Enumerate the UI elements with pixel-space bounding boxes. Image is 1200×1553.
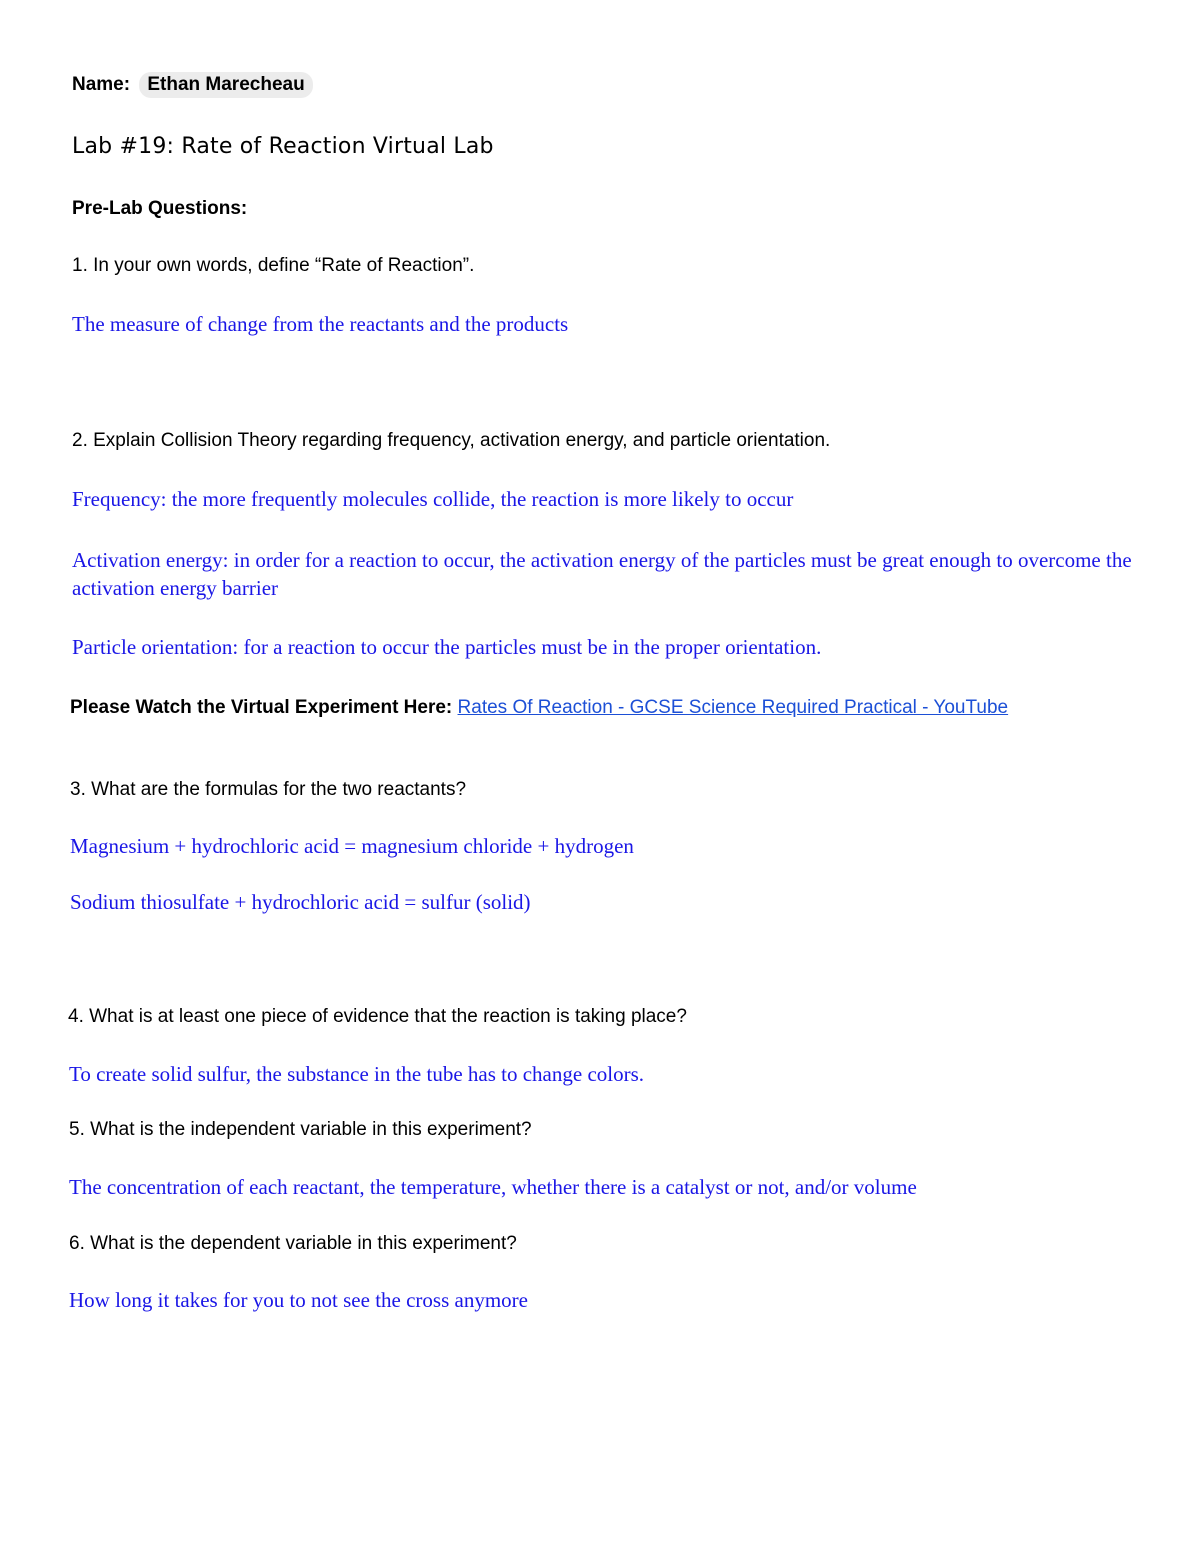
answer-2-frequency: Frequency: the more frequently molecules collide, the reaction is more likely to occur [72,487,794,511]
answer-5: The concentration of each reactant, the temperature, whether there is a catalyst or not, and/or volume [69,1175,917,1199]
answer-3-reaction-1: Magnesium + hydrochloric acid = magnesium chloride + hydrogen [70,834,634,858]
name-line [72,72,313,98]
answer-6: How long it takes for you to not see the cross anymore [69,1288,528,1312]
answer-4: To create solid sulfur, the substance in the tube has to change colors. [69,1062,645,1086]
question-1: 1. In your own words, define “Rate of Reaction”. [72,255,475,276]
video-prompt: Please Watch the Virtual Experiment Here: [70,697,453,718]
answer-1: The measure of change from the reactants and the products [72,312,569,336]
question-6: 6. What is the dependent variable in this experiment? [69,1233,517,1254]
video-prompt-line [70,695,1070,721]
lab-title: Lab #19: Rate of Reaction Virtual Lab [72,134,494,159]
answer-3-reaction-2: Sodium thiosulfate + hydrochloric acid = sulfur (solid) [70,890,531,914]
name-label: Name: [72,74,131,95]
answer-2-orientation: Particle orientation: for a reaction to occur the particles must be in the proper orientation. [72,635,822,659]
answer-2-activation: Activation energy: in order for a reaction to occur, the activation energy of the particles must be great enough to overcome the activation energy barrier [72,548,1132,600]
section-heading: Pre-Lab Questions: [72,198,248,219]
question-2: 2. Explain Collision Theory regarding frequency, activation energy, and particle orientation. [72,430,831,451]
question-5: 5. What is the independent variable in this experiment? [69,1119,532,1140]
name-value-chip[interactable]: Ethan Marecheau [139,72,312,98]
question-3: 3. What are the formulas for the two reactants? [70,779,467,800]
video-link[interactable]: Rates Of Reaction - GCSE Science Required Practical - YouTube [457,697,1009,718]
question-4: 4. What is at least one piece of evidence that the reaction is taking place? [68,1006,687,1027]
